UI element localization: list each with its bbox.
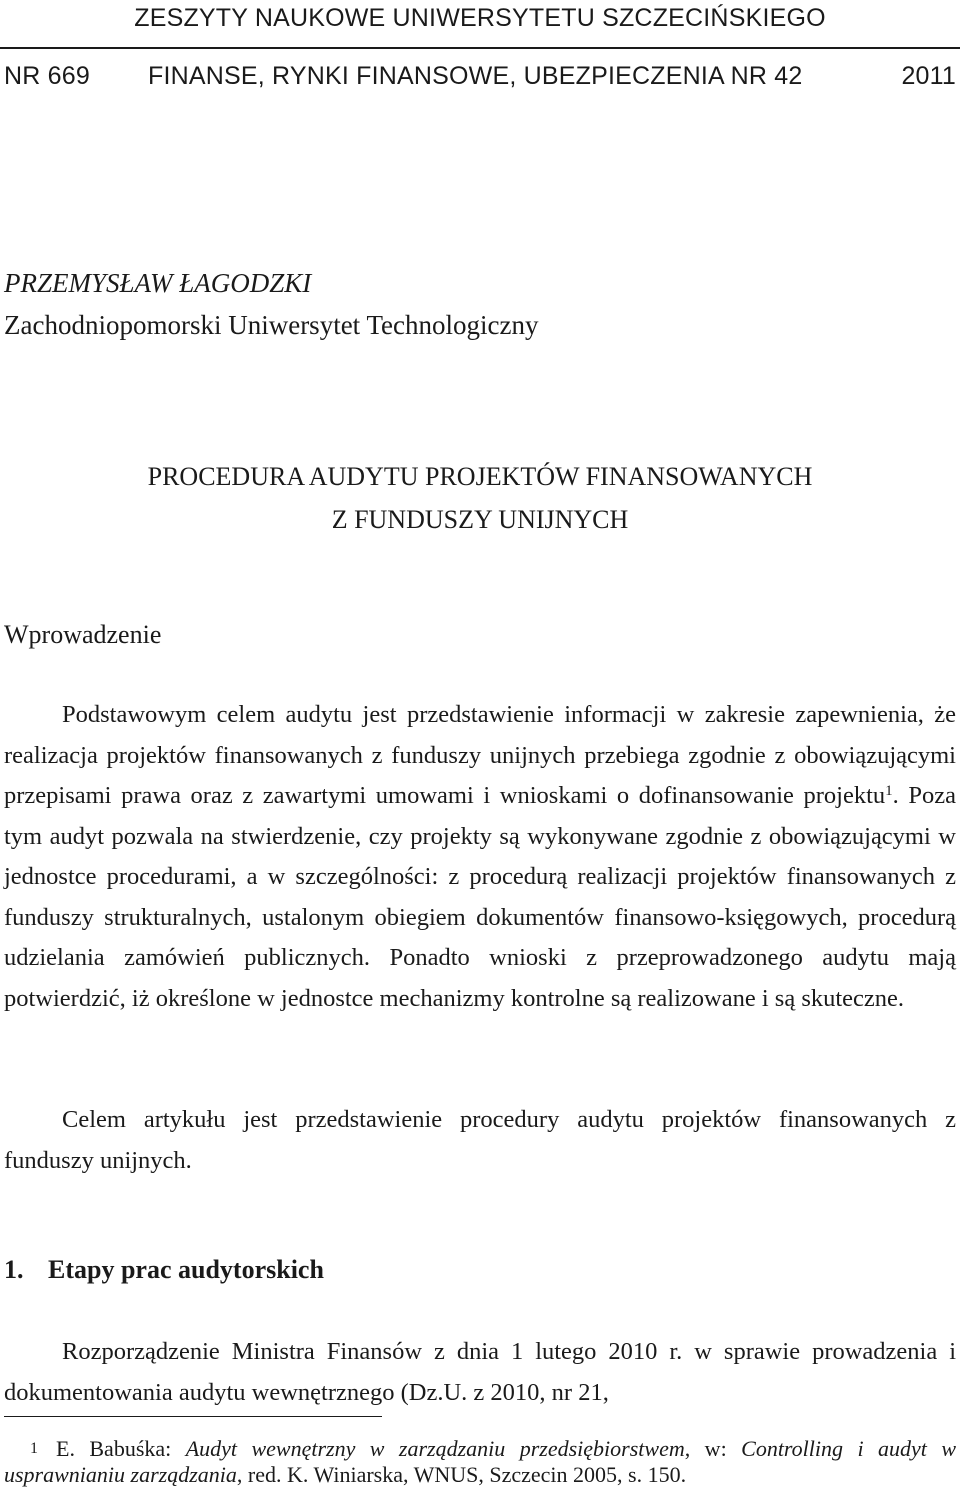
- section-heading: [4, 1255, 324, 1285]
- article-title-line-1: PROCEDURA AUDYTU PROJEKTÓW FINANSOWANYCH: [147, 462, 813, 491]
- footnote-rule: [4, 1416, 382, 1417]
- footnote-in: , w:: [684, 1436, 727, 1461]
- section-paragraph-1: Rozporządzenie Ministra Finansów z dnia 1 lutego 2010 r. w sprawie prowadzenia i dokumentowania audytu wewnętrznego (Dz.U. z 2010, nr 21,: [4, 1338, 956, 1406]
- intro-paragraph-1: [4, 695, 956, 1019]
- footnote-author: E. Babuśka:: [56, 1436, 172, 1461]
- intro-heading: Wprowadzenie: [4, 620, 162, 649]
- series-name: FINANSE, RYNKI FINANSOWE, UBEZPIECZENIA NR 42: [148, 62, 803, 90]
- footnote-mark: 1: [30, 1440, 38, 1457]
- footnote: [4, 1436, 956, 1488]
- author-affiliation: Zachodniopomorski Uniwersytet Technologiczny: [4, 310, 539, 340]
- footnote-reference: 1: [885, 783, 893, 799]
- intro-paragraph-2: Celem artykułu jest przedstawienie procedury audytu projektów finansowanych z funduszy unijnych.: [4, 1106, 956, 1174]
- intro-paragraph-1-part-b: . Poza tym audyt pozwala na stwierdzenie, czy projekty są wykonywane zgodnie z obowiązującymi w jednostce procedurami, a w szczególności: z procedurą realizacji projektów finansowanych z funduszy strukturalnych, ustalonym obiegiem dokumentów finansowo-księgowych, procedurą udzielania zamówień publicznych. Ponadto wnioski z przeprowadzonego audytu mają potwierdzić, iż określone w jednostce mechanizmy kontrolne są realizowane i są skuteczne.: [4, 782, 956, 1012]
- issue-number: NR 669: [4, 62, 90, 90]
- publication-year: 2011: [901, 62, 956, 90]
- intro-paragraph-1-part-a: Podstawowym celem audytu jest przedstawienie informacji w zakresie zapewnienia, że realizacja projektów finansowanych z funduszy unijnych przebiega zgodnie z obowiązującymi przepisami prawa oraz z zawartymi umowami i wnioskami o dofinansowanie projektu: [4, 701, 956, 809]
- header-rule: [0, 47, 960, 49]
- article-title-line-2: Z FUNDUSZY UNIJNYCH: [331, 505, 629, 534]
- journal-title: ZESZYTY NAUKOWE UNIWERSYTETU SZCZECIŃSKIEGO: [134, 4, 826, 32]
- footnote-title: Audyt wewnętrzny w zarządzaniu przedsiębiorstwem: [185, 1436, 685, 1461]
- section-number: 1.: [4, 1255, 24, 1284]
- section-title: Etapy prac audytorskich: [48, 1255, 324, 1284]
- footnote-rest: , red. K. Winiarska, WNUS, Szczecin 2005, s. 150.: [236, 1462, 687, 1487]
- footnote-book: Controlling i audyt w usprawnianiu zarządzania: [4, 1436, 957, 1487]
- author-name: PRZEMYSŁAW ŁAGODZKI: [4, 268, 312, 298]
